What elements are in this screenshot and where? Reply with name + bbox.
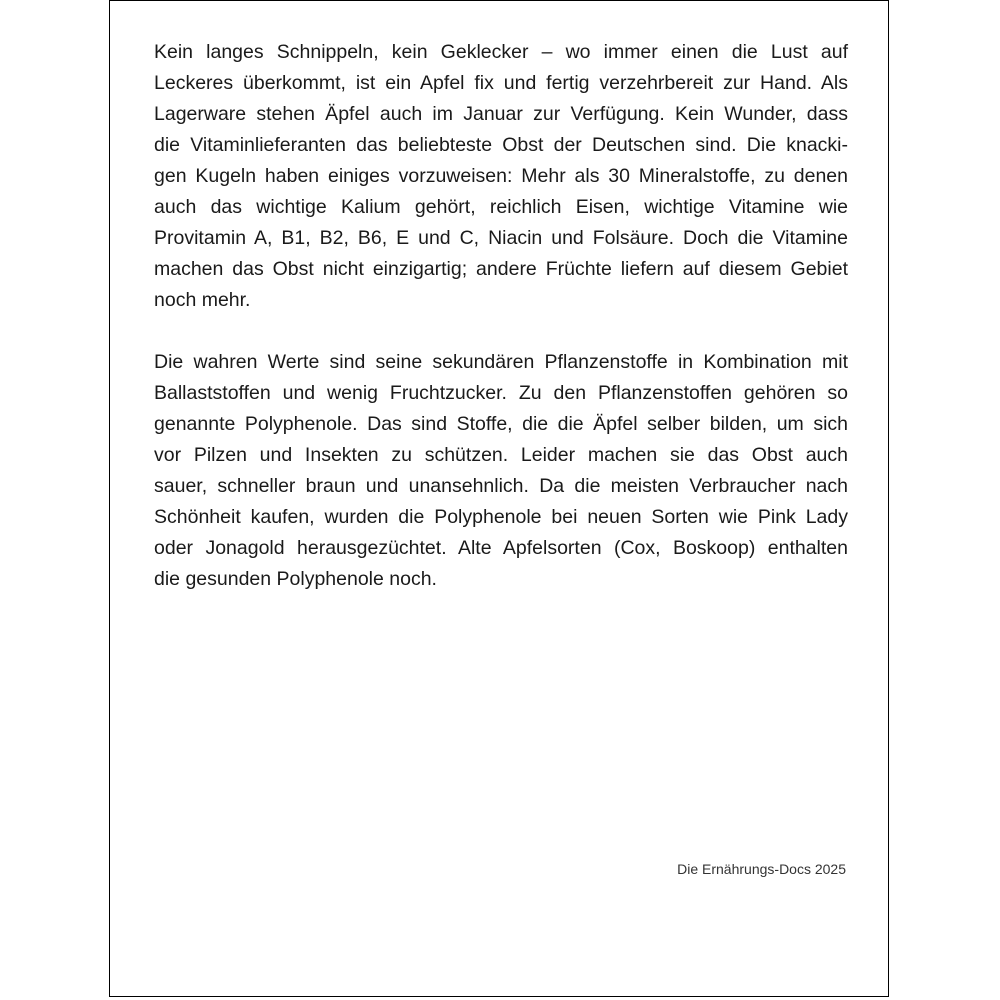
paragraph-2	[154, 347, 848, 595]
text-line: Ballaststoffen und wenig Fruchtzucker. Zu den Pflanzenstoffen gehören so	[154, 382, 848, 404]
text-line: genannte Polyphenole. Das sind Stoffe, die die Äpfel selber bilden, um sich	[154, 413, 848, 435]
text-line: sauer, schneller braun und unansehnlich. Da die meisten Verbraucher nach	[154, 475, 848, 497]
text-line: oder Jonagold herausgezüchtet. Alte Apfelsorten (Cox, Boskoop) enthalten	[154, 537, 848, 559]
text-line: auch das wichtige Kalium gehört, reichlich Eisen, wichtige Vitamine wie	[154, 196, 848, 218]
text-line: vor Pilzen und Insekten zu schützen. Leider machen sie das Obst auch	[154, 444, 848, 466]
text-line: Leckeres überkommt, ist ein Apfel fix und fertig verzehrbereit zur Hand. Als	[154, 72, 848, 94]
text-line: Lagerware stehen Äpfel auch im Januar zur Verfügung. Kein Wunder, dass	[154, 103, 848, 125]
text-line: Die wahren Werte sind seine sekundären Pflanzenstoffe in Kombination mit	[154, 351, 848, 373]
text-line: die gesunden Polyphenole noch.	[154, 568, 437, 590]
text-line: Schönheit kaufen, wurden die Polyphenole bei neuen Sorten wie Pink Lady	[154, 506, 848, 528]
text-line: Kein langes Schnippeln, kein Geklecker – wo immer einen die Lust auf	[154, 41, 848, 63]
text-line: noch mehr.	[154, 289, 251, 311]
document-page	[109, 0, 889, 997]
text-line: die Vitaminlieferanten das beliebteste Obst der Deutschen sind. Die knacki-	[154, 134, 848, 156]
text-line: Provitamin A, B1, B2, B6, E und C, Niacin und Folsäure. Doch die Vitamine	[154, 227, 848, 249]
footer-credit: Die Ernährungs-Docs 2025	[677, 861, 846, 877]
body-text	[154, 37, 848, 595]
text-line: gen Kugeln haben einiges vorzuweisen: Mehr als 30 Mineralstoffe, zu denen	[154, 165, 848, 187]
text-line: machen das Obst nicht einzigartig; andere Früchte liefern auf diesem Gebiet	[154, 258, 848, 280]
paragraph-1	[154, 37, 848, 316]
